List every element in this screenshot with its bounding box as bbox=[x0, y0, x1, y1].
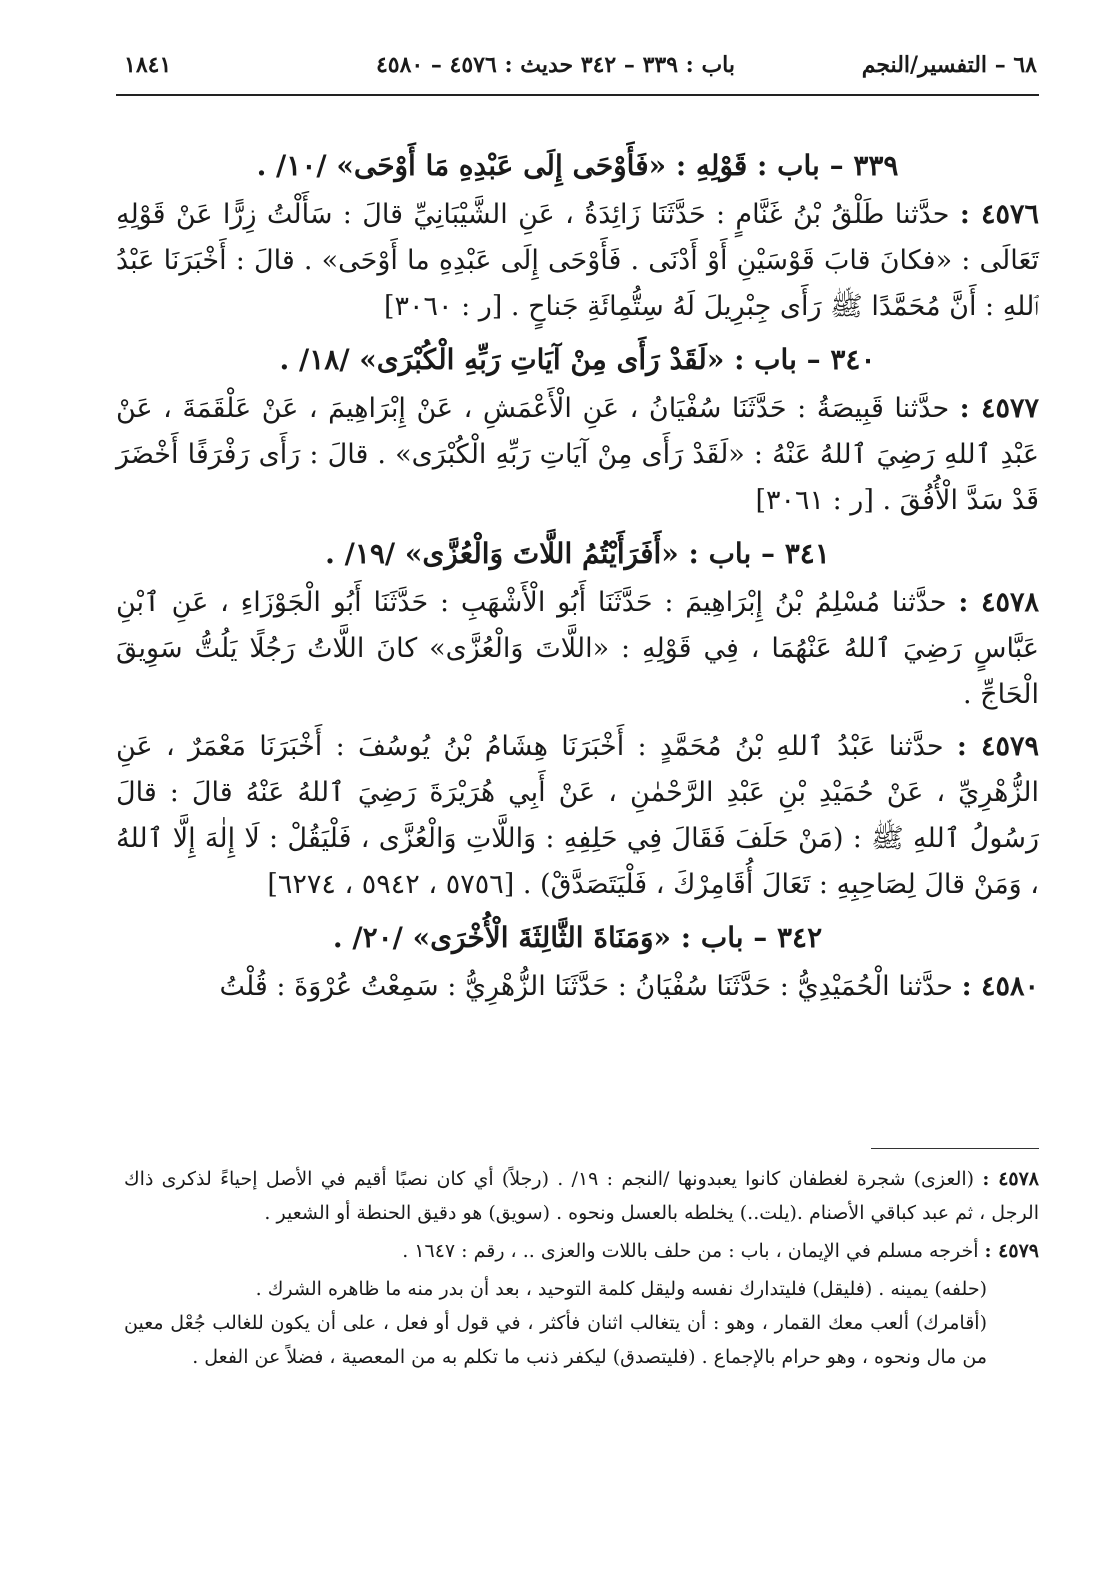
footnote-4578 bbox=[124, 1162, 1039, 1230]
hadith-4576 bbox=[116, 192, 1039, 330]
hadith-number: ٤٥٨٠ : bbox=[961, 971, 1039, 1002]
footnote-text: أخرجه مسلم في الإيمان ، باب : من حلف باللات والعزى .. ، رقم : ١٦٤٧ . bbox=[402, 1240, 979, 1262]
footnote-text: (العزى) شجرة لغطفان كانوا يعبدونها /النجم : ١٩/ . (رجلاً) أي كان نصبًا أقيم في الأصل إحياءً لذكرى ذاك الرجل ، ثم عبد كباقي الأصنام .(يلت..) يخلطه بالعسل ونحوه . (سويق) هو دقيق الحنطة أو الشعير . bbox=[124, 1168, 1039, 1224]
hadith-text: حدَّثنا قَبِيصَةُ : حَدَّثَنَا سُفْيَانُ ، عَنِ الْأَعْمَشِ ، عَنْ إِبْرَاهِيمَ ، عَنْ عَلْقَمَةَ ، عَنْ عَبْدِ ٱللهِ رَضِيَ ٱللهُ عَنْهُ : «لَقَدْ رَأَى مِنْ آيَاتِ رَبِّهِ الْكُبْرَى» . قالَ : رَأَى رَفْرَفًا أَخْضَرَ قَدْ سَدَّ الْأُفُقَ . [ر : ٣٠٦١] bbox=[116, 393, 1039, 516]
hadith-number: ٤٥٧٩ : bbox=[956, 731, 1039, 762]
running-header bbox=[118, 46, 1037, 90]
hadith-number: ٤٥٧٨ : bbox=[958, 587, 1039, 618]
footnote-4579 bbox=[124, 1234, 1039, 1268]
hadith-text: حدَّثنا مُسْلِمُ بْنُ إِبْرَاهِيمَ : حَدَّثَنَا أَبُو الْأَشْهَبِ : حَدَّثَنَا أَبُو الْجَوْزَاءِ ، عَنِ ٱبْنِ عَبَّاسٍ رَضِيَ ٱللهُ عَنْهُمَا ، فِي قَوْلِهِ : «اللَّاتَ وَالْعُزَّى» كانَ اللَّاتُ رَجُلًا يَلُتُّ سَوِيقَ الْحَاجِّ . bbox=[116, 587, 1039, 710]
page-number: ١٨٤١ bbox=[124, 52, 172, 78]
footnote-gloss: (أقامرك) ألعب معك القمار ، وهو : أن يتغالب اثنان فأكثر ، في قول أو فعل ، على أن يكون للغالب جُعْل معين من مال ونحوه ، وهو حرام بالإجماع . (فليتصدق) ليكفر ذنب ما تكلم به من المعصية ، فضلاً عن الفعل . bbox=[124, 1312, 987, 1368]
hadith-number: ٤٥٧٦ : bbox=[959, 199, 1039, 230]
hadith-4577 bbox=[116, 386, 1039, 524]
hadith-4579 bbox=[116, 724, 1039, 908]
bab-hadith-range: باب : ٣٣٩ – ٣٤٢ حديث : ٤٥٧٦ – ٤٥٨٠ bbox=[375, 52, 735, 78]
chapter-title: ٦٨ – التفسير/النجم bbox=[861, 52, 1037, 78]
hadith-4580 bbox=[116, 964, 1039, 1010]
footnote-rule bbox=[871, 1148, 1039, 1149]
footnotes bbox=[124, 1162, 1039, 1374]
hadith-text: حدَّثنا طَلْقُ بْنُ غَنَّامٍ : حَدَّثَنَا زَائِدَةُ ، عَنِ الشَّيْبَانِيِّ قالَ : سَأَلْتُ زِرًّا عَنْ قَوْلِهِ تَعَالَى : «فكانَ قابَ قَوْسَيْنِ أَوْ أَدْنَى . فَأَوْحَى إِلَى عَبْدِهِ ما أَوْحَى» . قالَ : أَخْبَرَنَا عَبْدُ ٱللهِ : أَنَّ مُحَمَّدًا ﷺ رَأَى جِبْرِيلَ لَهُ سِتُّمِائَةِ جَناحٍ . [ر : ٣٠٦٠] bbox=[116, 199, 1039, 322]
footnote-number: ٤٥٧٩ : bbox=[984, 1240, 1039, 1262]
bab-heading-341: ٣٤١ – باب : «أَفَرَأَيْتُمُ اللَّاتَ وَالْعُزَّى» /١٩/ . bbox=[325, 537, 830, 570]
bab-heading-340: ٣٤٠ – باب : «لَقَدْ رَأَى مِنْ آيَاتِ رَبِّهِ الْكُبْرَى» /١٨/ . bbox=[279, 343, 876, 376]
hadith-text: حدَّثنا عَبْدُ ٱللهِ بْنُ مُحَمَّدٍ : أَخْبَرَنَا هِشَامُ بْنُ يُوسُفَ : أَخْبَرَنَا مَعْمَرٌ ، عَنِ الزُّهْرِيِّ ، عَنْ حُمَيْدِ بْنِ عَبْدِ الرَّحْمٰنِ ، عَنْ أَبِي هُرَيْرَةَ رَضِيَ ٱللهُ عَنْهُ قالَ : قالَ رَسُولُ ٱللهِ ﷺ : (مَنْ حَلَفَ فَقَالَ فِي حَلِفِهِ : وَاللَّاتِ وَالْعُزَّى ، فَلْيَقُلْ : لَا إِلٰهَ إِلَّا ٱللهُ ، وَمَنْ قالَ لِصَاحِبِهِ : تَعَالَ أُقَامِرْكَ ، فَلْيَتَصَدَّقْ) . [٥٧٥٦ ، ٥٩٤٢ ، ٦٢٧٤] bbox=[116, 731, 1039, 900]
footnote-gloss: (حلفه) يمينه . (فليقل) فليتدارك نفسه وليقل كلمة التوحيد ، بعد أن بدر منه ما ظاهره الشرك . bbox=[255, 1278, 987, 1300]
footnote-number: ٤٥٧٨ : bbox=[982, 1168, 1040, 1190]
hadith-4578 bbox=[116, 580, 1039, 718]
bab-heading-342: ٣٤٢ – باب : «وَمَنَاةَ الثَّالِثَةَ الْأُخْرَى» /٢٠/ . bbox=[332, 921, 823, 954]
hadith-number: ٤٥٧٧ : bbox=[959, 393, 1039, 424]
hadith-text: حدَّثنا الْحُمَيْدِيُّ : حَدَّثَنَا سُفْيَانُ : حَدَّثَنَا الزُّهْرِيُّ : سَمِعْتُ عُرْوَةَ : قُلْتُ bbox=[219, 971, 954, 1002]
main-text bbox=[116, 138, 1039, 1016]
header-rule bbox=[116, 94, 1039, 96]
bab-heading-339: ٣٣٩ – باب : قَوْلِهِ : «فَأَوْحَى إِلَى عَبْدِهِ مَا أَوْحَى» /١٠/ . bbox=[256, 149, 899, 182]
